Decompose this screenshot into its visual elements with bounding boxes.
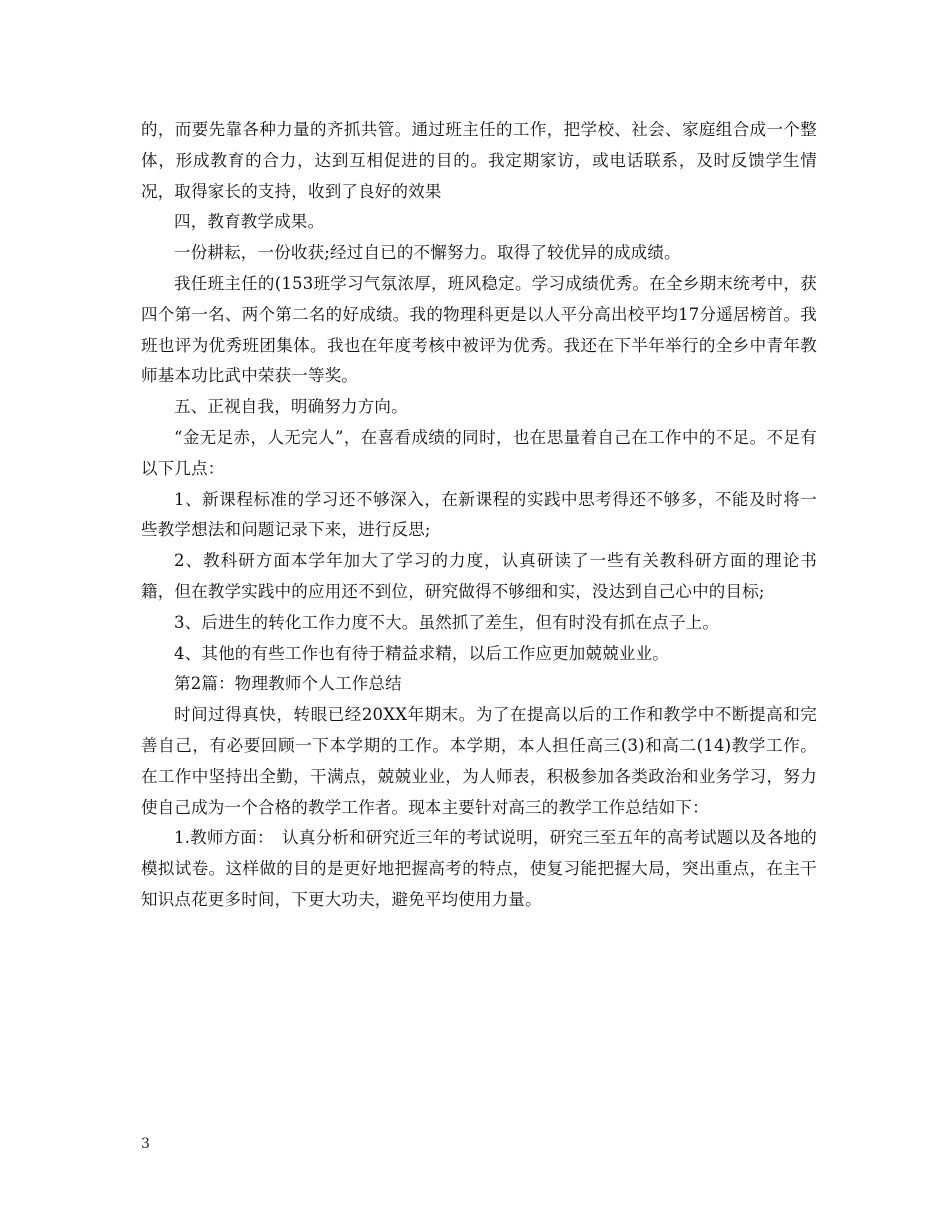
list-item: 4、其他的有些工作也有待于精益求精，以后工作应更加兢兢业业。	[174, 643, 669, 663]
section-heading-5: 五、正视自我，明确努力方向。	[174, 397, 408, 417]
paragraph: “金无足赤，人无完人”，在喜看成绩的同时，也在思量着自己在工作中的不足。不足有以下几点：	[141, 427, 817, 478]
list-item: 3、后进生的转化工作力度不大。虽然抓了差生，但有时没有抓在点子上。	[174, 612, 720, 632]
paragraph: 的，而要先靠各种力量的齐抓共管。通过班主任的工作，把学校、社会、家庭组合成一个整体，形成教育的合力，达到互相促进的目的。我定期家访，或电话联系，及时反馈学生情况，取得家长的支持，收到了良好的效果	[141, 120, 817, 201]
page-number: 3	[141, 1136, 150, 1152]
paragraph: 一份耕耘，一份收获;经过自已的不懈努力。取得了较优异的成成绩。	[174, 243, 681, 263]
list-item: 1、新课程标准的学习还不够深入，在新课程的实践中思考得还不够多，不能及时将一些教学想法和问题记录下来，进行反思;	[141, 489, 817, 540]
paragraph: 时间过得真快，转眼已经20XX年期末。为了在提高以后的工作和教学中不断提高和完善自己，有必要回顾一下本学期的工作。本学期，本人担任高三(3)和高二(14)教学工作。在工作中坚持出全勤，干满点，兢兢业业，为人师表，积极参加各类政治和业务学习，努力使自己成为一个合格的教学工作者。现本主要针对高三的教学工作总结如下：	[141, 705, 817, 817]
article-title: 第2篇：物理教师个人工作总结	[174, 674, 402, 694]
section-heading-4: 四，教育教学成果。	[174, 212, 325, 232]
document-body	[141, 115, 817, 916]
list-item: 2、教科研方面本学年加大了学习的力度，认真研读了一些有关教科研方面的理论书籍，但在教学实践中的应用还不到位，研究做得不够细和实，没达到自己心中的目标;	[141, 551, 817, 601]
paragraph: 1.教师方面： 认真分析和研究近三年的考试说明，研究三至五年的高考试题以及各地的模拟试卷。这样做的目的是更好地把握高考的特点，使复习能把握大局，突出重点，在主干知识点花更多时间，下更大功夫，避免平均使用力量。	[141, 828, 817, 909]
paragraph: 我任班主任的(153班学习气氛浓厚，班风稳定。学习成绩优秀。在全乡期末统考中，获四个第一名、两个第二名的好成绩。我的物理科更是以人平分高出校平均17分遥居榜首。我班也评为优秀班团集体。我也在年度考核中被评为优秀。我还在下半年举行的全乡中青年教师基本功比武中荣获一等奖。	[141, 273, 817, 386]
